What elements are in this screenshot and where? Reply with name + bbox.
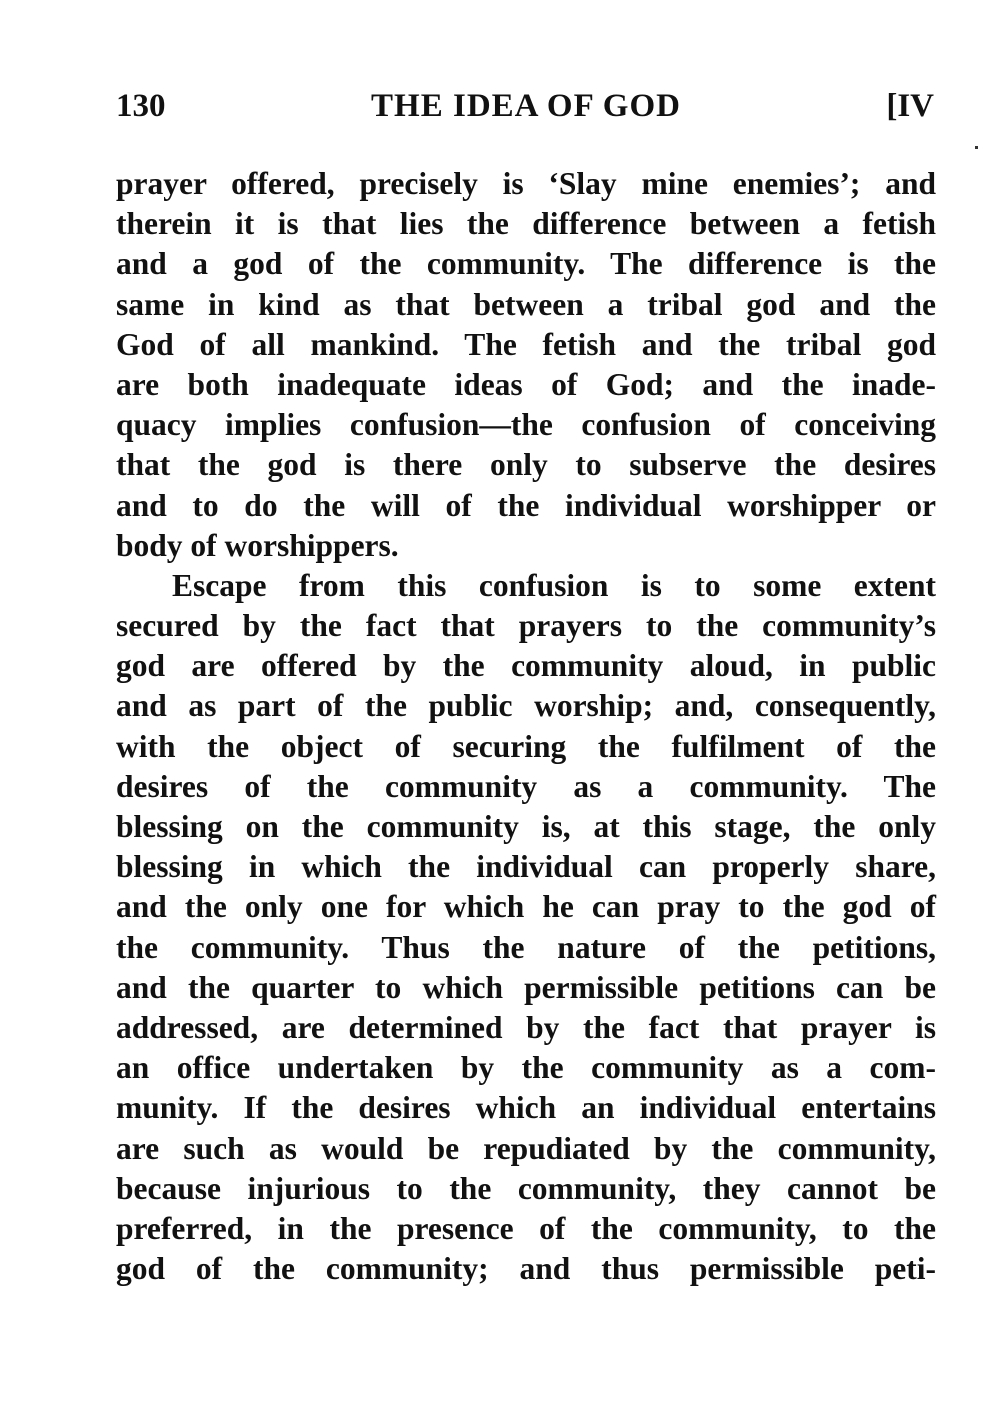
text-line: and the quarter to which permissible petitions can be xyxy=(116,969,936,1005)
text-line: and a god of the community. The difference is the xyxy=(116,246,936,282)
text-line: with the object of securing the fulfilment of the xyxy=(116,728,936,764)
text-line: quacy implies confusion—the confusion of conceiving xyxy=(116,407,936,443)
page-number: 130 xyxy=(116,88,166,124)
text-line: and to do the will of the individual worshipper or xyxy=(116,487,936,523)
chapter-marker: [IV xyxy=(886,88,934,124)
running-head xyxy=(116,88,936,134)
text-line: an office undertaken by the community as a com- xyxy=(116,1050,936,1086)
text-line: that the god is there only to subserve the desires xyxy=(116,447,936,483)
paragraph-start-line: Escape from this confusion is to some extent xyxy=(172,567,936,603)
text-line: god are offered by the community aloud, in public xyxy=(116,648,936,684)
text-line: god of the community; and thus permissible peti- xyxy=(116,1251,936,1287)
text-line: blessing on the community is, at this stage, the only xyxy=(116,809,936,844)
text-line: are such as would be repudiated by the community, xyxy=(116,1130,936,1166)
text-line: same in kind as that between a tribal god and the xyxy=(116,286,936,322)
text-line: and as part of the public worship; and, consequently, xyxy=(116,688,936,724)
text-line: therein it is that lies the difference between a fetish xyxy=(116,206,936,242)
text-line: desires of the community as a community. The xyxy=(116,768,936,804)
text-line: blessing in which the individual can properly share, xyxy=(116,849,936,885)
text-line: are both inadequate ideas of God; and the inade- xyxy=(116,366,936,402)
scan-speck xyxy=(975,146,978,149)
text-line: addressed, are determined by the fact that prayer is xyxy=(116,1009,936,1045)
text-line: God of all mankind. The fetish and the tribal god xyxy=(116,326,936,362)
text-line: preferred, in the presence of the community, to the xyxy=(116,1210,936,1246)
text-line: munity. If the desires which an individual entertains xyxy=(116,1090,936,1126)
text-line: body of worshippers. xyxy=(116,527,399,563)
text-line: secured by the fact that prayers to the community’s xyxy=(116,608,936,644)
text-line: because injurious to the community, they cannot be xyxy=(116,1170,936,1206)
body-text xyxy=(116,164,936,1289)
text-line: prayer offered, precisely is ‘Slay mine enemies’; and xyxy=(116,166,936,201)
running-title: THE IDEA OF GOD xyxy=(371,88,681,124)
text-line: the community. Thus the nature of the petitions, xyxy=(116,929,936,965)
text-line: and the only one for which he can pray to the god of xyxy=(116,889,936,925)
